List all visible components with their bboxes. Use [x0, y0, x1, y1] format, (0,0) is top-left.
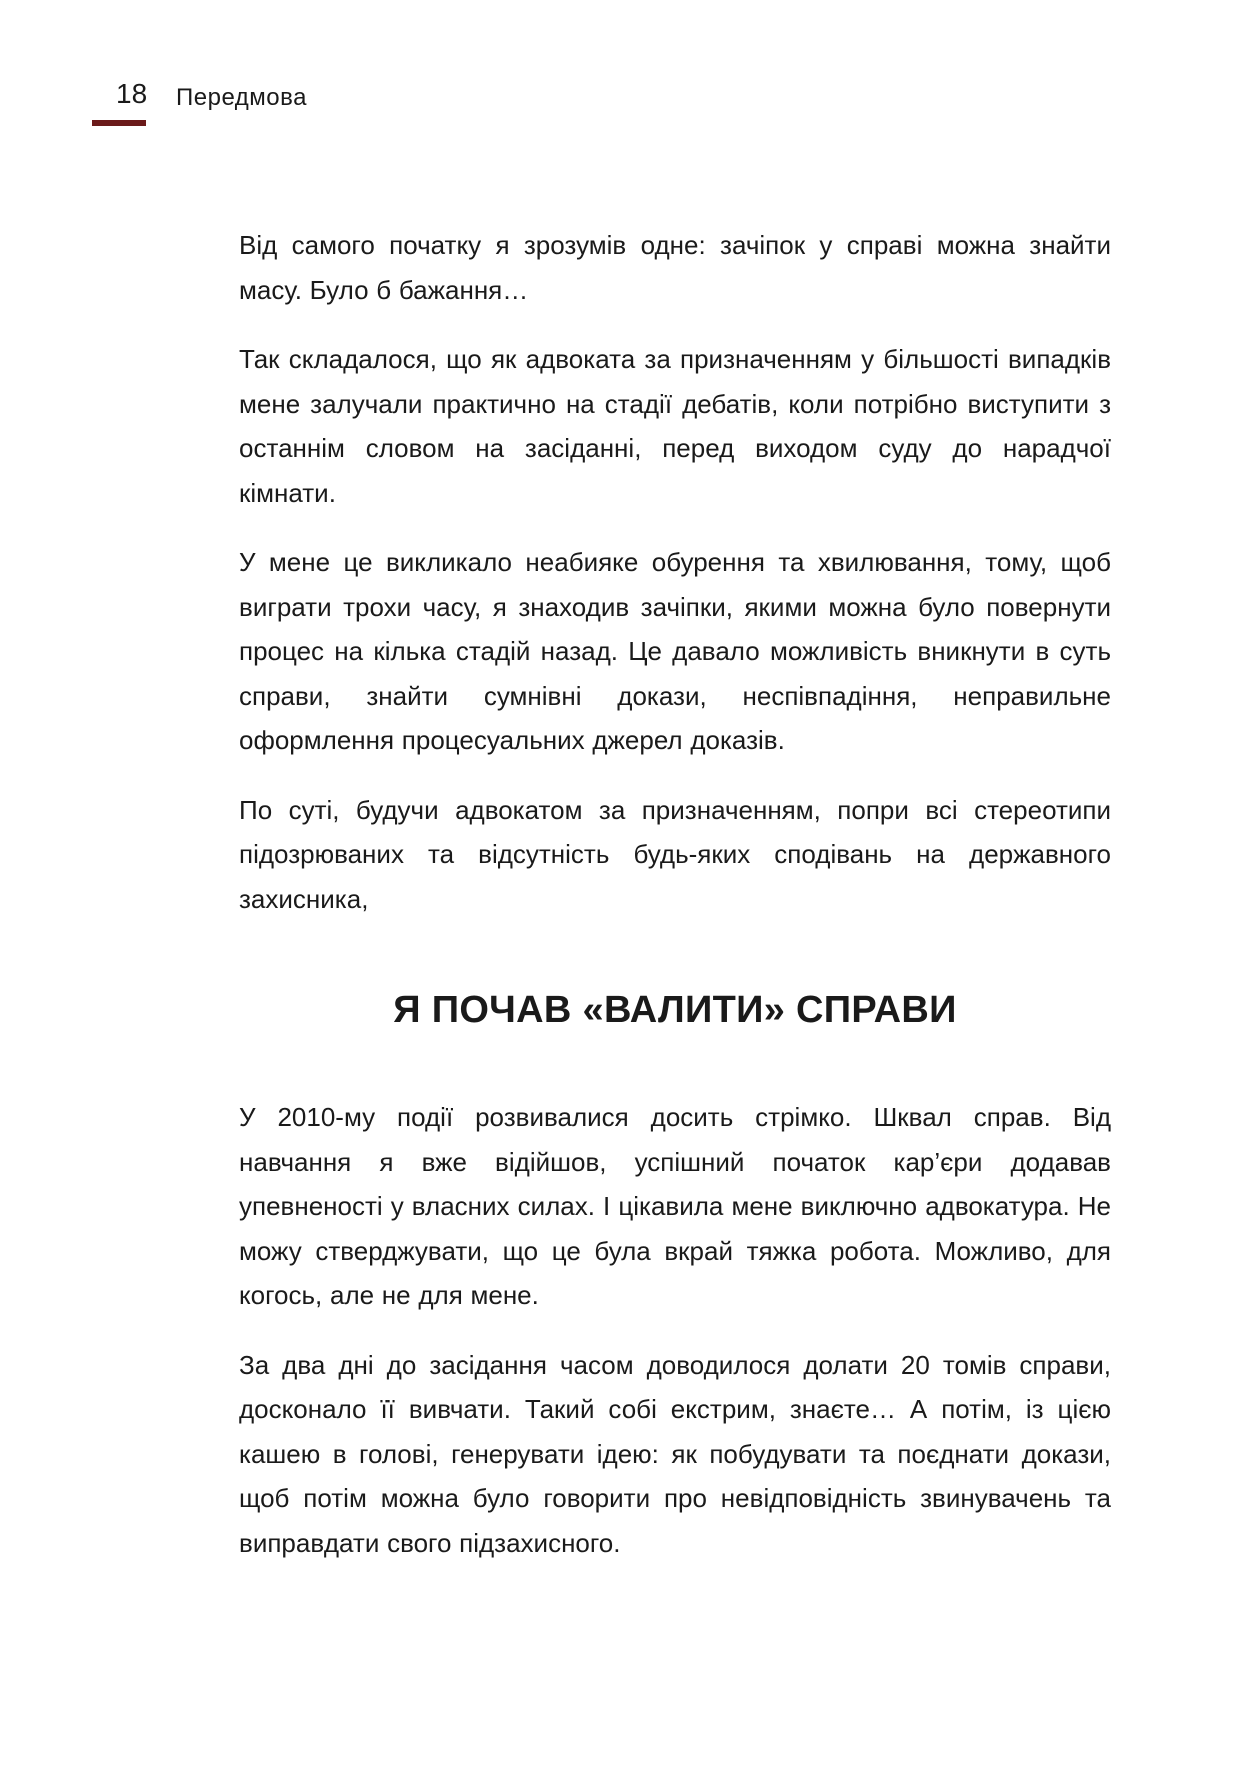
body-text: [239, 223, 1111, 1590]
paragraph: У мене це викликало неабияке обурення та хвилювання, тому, щоб виграти трохи часу, я знаходив зачіпки, якими можна було повернути процес на кілька стадій назад. Це давало можливість вникнути в суть справи, знайти сумнівні докази, неспівпадіння, неправильне оформлення процесуальних джерел доказів.: [239, 547, 1111, 755]
page-number: 18: [116, 78, 148, 109]
section-name: Передмова: [176, 84, 307, 111]
paragraph: Від самого початку я зрозумів одне: зачіпок у справі можна знайти масу. Було б бажання…: [239, 230, 1111, 305]
paragraph: У 2010-му події розвивалися досить стрімко. Шквал справ. Від навчання я вже відійшов, успішний початок кар’єри додавав упевненості у власних силах. І цікавила мене виключно адвокатура. Не можу стверджувати, що це була вкрай тяжка робота. Можливо, для когось, але не для мене.: [239, 1102, 1111, 1310]
header-rule: [92, 120, 146, 126]
paragraph: За два дні до засідання часом доводилося долати 20 томів справи, досконало її вивчати. Такий собі екстрим, знаєте… А потім, із цією кашею в голові, генерувати ідею: як побудувати та поєднати докази, щоб потім можна було говорити про невідповідність звинувачень та виправдати свого підзахисного.: [239, 1349, 1111, 1558]
section-heading: Я ПОЧАВ «ВАЛИТИ» СПРАВИ: [393, 989, 957, 1031]
paragraph: Так складалося, що як адвоката за призначенням у більшості випадків мене залучали практично на стадії дебатів, коли потрібно виступити з останнім словом на засіданні, перед виходом суду до нарадчої кімнати.: [239, 344, 1111, 508]
paragraph: По суті, будучи адвокатом за призначенням, попри всі стереотипи підозрюваних та відсутність будь-яких сподівань на державного захисника,: [239, 794, 1111, 914]
